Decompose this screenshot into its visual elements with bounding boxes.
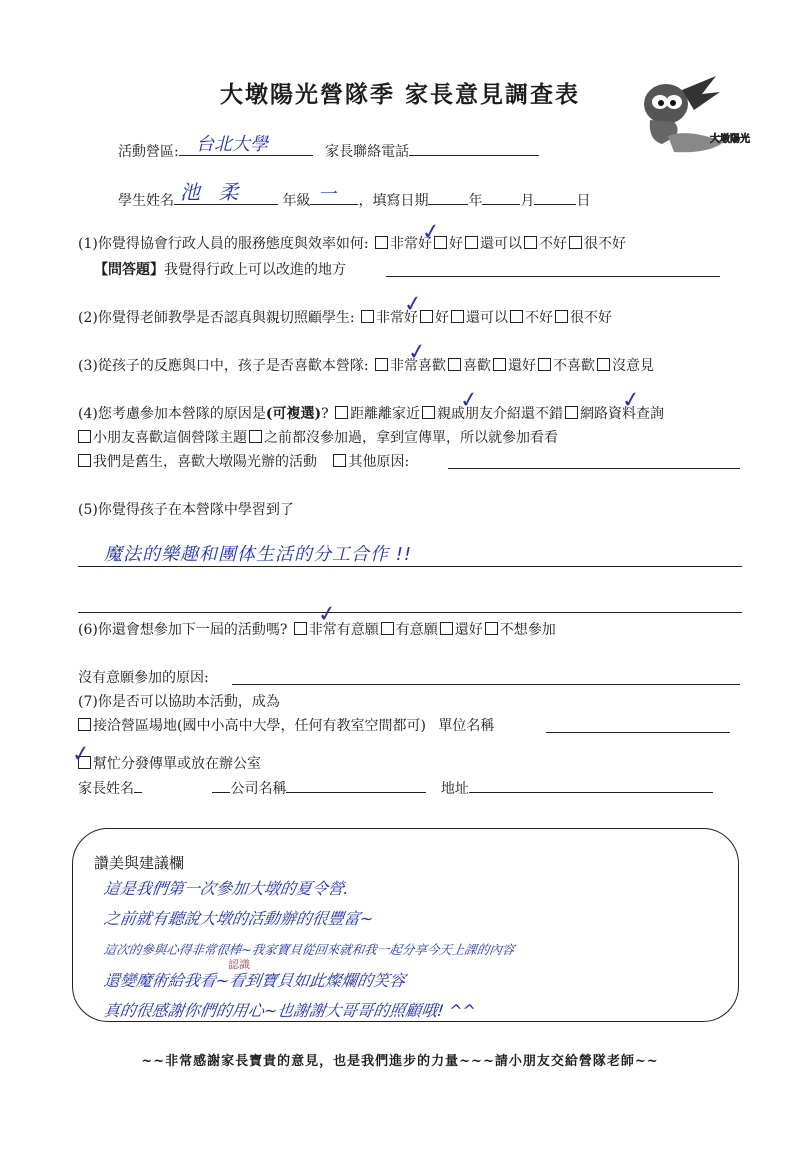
q6-text: (6)你還會想參加下一屆的活動嗎? [78,622,288,638]
q1-checkbox-2[interactable] [465,236,478,249]
q6-option-3: 不想參加 [483,620,556,640]
q3-option-4: 沒意見 [595,356,654,376]
q7-flyers-check-mark: ✓ [70,740,93,769]
q4-checkbox-other[interactable] [333,454,346,467]
comment-insert-mark: 認識 [228,958,250,971]
q4-row-2 [76,428,558,448]
q7-text: (7)你是否可以協助本活動，成為 [78,694,280,710]
q3-option-2: 還好 [491,356,536,376]
q4-row-3 [76,452,409,472]
q4-referral-check-mark: ✓ [458,386,481,415]
q4-checkbox-online[interactable] [565,406,578,419]
q2-option-1: 好 [418,308,449,328]
q4-checkbox-returning[interactable] [78,454,91,467]
q4-option-referral: 親戚朋友介紹還不錯 [420,404,563,424]
q4-option-flyer: 之前都沒參加過，拿到宣傳單，所以就參加看看 [247,428,558,448]
q3-checkbox-2[interactable] [493,358,506,371]
q1-check-mark: ✓ [420,218,443,247]
q3-check-mark: ✓ [406,338,429,367]
q2-check-mark: ✓ [402,290,425,319]
q1-option-0: 非常好 [373,234,432,254]
grade-value: 一 [318,184,336,205]
q4-checkbox-theme[interactable] [78,430,91,443]
camp-label: 活動營區: [118,144,179,160]
logo-text: 大墩陽光 [710,134,750,145]
q1-text: (1)你覺得協會行政人員的服務態度與效率如何: [78,236,369,252]
comment-line-3: 這次的參與心得非常很棒~我家寶貝從回來就和我一起分享今天上課的內容 [102,942,516,957]
parent-name-field[interactable] [134,776,142,793]
q6-check-mark: ✓ [316,600,339,629]
comment-line-4: 還變魔術給我看~看到寶貝如此燦爛的笑容 [102,971,407,990]
company-label: 公司名稱 [230,781,287,797]
q7-row-flyers [76,754,261,774]
q2-option-2: 還可以 [449,308,508,328]
q6-reason-label: 沒有意願參加的原因: [78,670,209,686]
q2-option-3: 不好 [508,308,553,328]
q1-checkbox-0[interactable] [375,236,388,249]
q1-checkbox-3[interactable] [524,236,537,249]
q2-option-0: 非常好 [359,308,418,328]
q1-option-1: 好 [432,234,463,254]
q4-checkbox-flyer[interactable] [249,430,262,443]
phone-label: 家長聯絡電話 [325,144,410,160]
q6-checkbox-3[interactable] [485,622,498,635]
month-field[interactable] [482,188,520,205]
q6-option-0: 非常有意願 [292,620,379,640]
q6-checkbox-0[interactable] [294,622,307,635]
q3-row [78,356,654,376]
comment-line-1: 這是我們第一次參加大墩的夏令營. [102,879,351,898]
q1-answer-line[interactable] [386,276,720,277]
q3-checkbox-0[interactable] [375,358,388,371]
q1-follow-text: 我覺得行政上可以改進的地方 [164,262,346,278]
q6-option-1: 有意願 [379,620,438,640]
q7-checkbox-venue[interactable] [78,718,91,731]
date-label: ，填寫日期 [358,193,429,209]
q6-reason-line[interactable] [232,684,740,685]
q4-multi-select-note: (可複選) [265,406,322,422]
q4-option-returning: 我們是舊生，喜歡大墩陽光辦的活動 [76,452,317,472]
q4-other-reason-line[interactable] [448,468,740,469]
q2-checkbox-2[interactable] [451,310,464,323]
q7-option-flyers: 幫忙分發傳單或放在辦公室 [76,754,261,774]
q7-row-venue [76,716,494,736]
q1-checkbox-4[interactable] [569,236,582,249]
day-label: 日 [576,193,591,209]
q1-option-4: 很不好 [567,234,626,254]
phone-field[interactable] [409,139,539,156]
q3-option-3: 不喜歡 [536,356,595,376]
q4-option-near: 距離離家近 [333,404,420,424]
form-title: 大墩陽光營隊季 家長意見調查表 [219,81,580,108]
month-label: 月 [520,193,535,209]
q1-option-3: 不好 [522,234,567,254]
q3-text: (3)從孩子的反應與口中，孩子是否喜歡本營隊: [78,358,369,374]
mascot-logo [628,70,750,162]
q4-row-1: (4)您考慮參加本營隊的原因是(可複選)? 距離離家近 親戚朋友介紹還不錯 網路資料查詢 [78,406,665,422]
q6-option-2: 還好 [438,620,483,640]
comment-line-5: 真的很感謝你們的用心~也謝謝大哥哥的照顧哦! ^^ [102,1001,477,1020]
q2-row [78,308,612,328]
q4-option-theme: 小朋友喜歡這個營隊主題 [76,428,247,448]
q7-unit-label: 單位名稱 [438,718,495,734]
student-label: 學生姓名 [118,193,174,209]
q2-checkbox-4[interactable] [555,310,568,323]
q3-option-1: 喜歡 [446,356,491,376]
camp-value: 台北大學 [196,134,268,155]
q1-follow-label: 【問答題】 [94,262,164,278]
q7-contact-row [78,776,713,799]
address-field[interactable] [469,776,713,793]
q6-row [78,620,556,640]
q1-option-2: 還可以 [463,234,522,254]
q3-checkbox-4[interactable] [597,358,610,371]
q7-unit-line[interactable] [546,732,730,733]
camp-row [118,139,539,162]
company-field[interactable] [286,776,426,793]
q4-checkbox-near[interactable] [335,406,348,419]
address-label: 地址 [440,781,469,797]
q3-checkbox-1[interactable] [448,358,461,371]
footer-note: ~~非常感謝家長寶貴的意見，也是我們進步的力量~~~請小朋友交給營隊老師~~ [141,1054,659,1069]
q5-answer: 魔法的樂趣和團体生活的分工合作 !! [104,544,413,565]
q4-checkbox-referral[interactable] [422,406,435,419]
q3-checkbox-3[interactable] [538,358,551,371]
parent-name-label: 家長姓名 [78,781,134,797]
q4-online-check-mark: ✓ [620,386,643,415]
comments-title: 讚美與建議欄 [94,854,185,872]
day-field[interactable] [534,188,576,205]
q2-text: (2)你覺得老師教學是否認真與親切照顧學生: [78,310,355,326]
q4-option-online: 網路資料查詢 [563,404,664,424]
q2-checkbox-3[interactable] [510,310,523,323]
q6-checkbox-1[interactable] [381,622,394,635]
year-label: 年 [468,193,483,209]
q1-follow-row [94,260,346,280]
q5-answer-line-2[interactable] [78,612,742,613]
comment-line-2: 之前就有聽說大墩的活動辦的很豐富~ [102,909,375,928]
q5-text: (5)你覺得孩子在本營隊中學習到了 [78,502,294,518]
q2-checkbox-0[interactable] [361,310,374,323]
q4-text: (4)您考慮參加本營隊的原因是 [78,406,266,422]
q6-checkbox-2[interactable] [440,622,453,635]
grade-label: 年級 [282,193,311,209]
q1-row [78,234,626,254]
q2-option-4: 很不好 [553,308,612,328]
q5-answer-line-1[interactable] [78,566,742,567]
student-value: 池 柔 [180,180,245,204]
q3-option-0: 非常喜歡 [373,356,446,376]
q4-option-other: 其他原因: [331,452,409,472]
q7-option-venue: 接洽營區場地(國中小高中大學，任何有教室空間都可) [76,716,426,736]
year-field[interactable] [428,188,468,205]
